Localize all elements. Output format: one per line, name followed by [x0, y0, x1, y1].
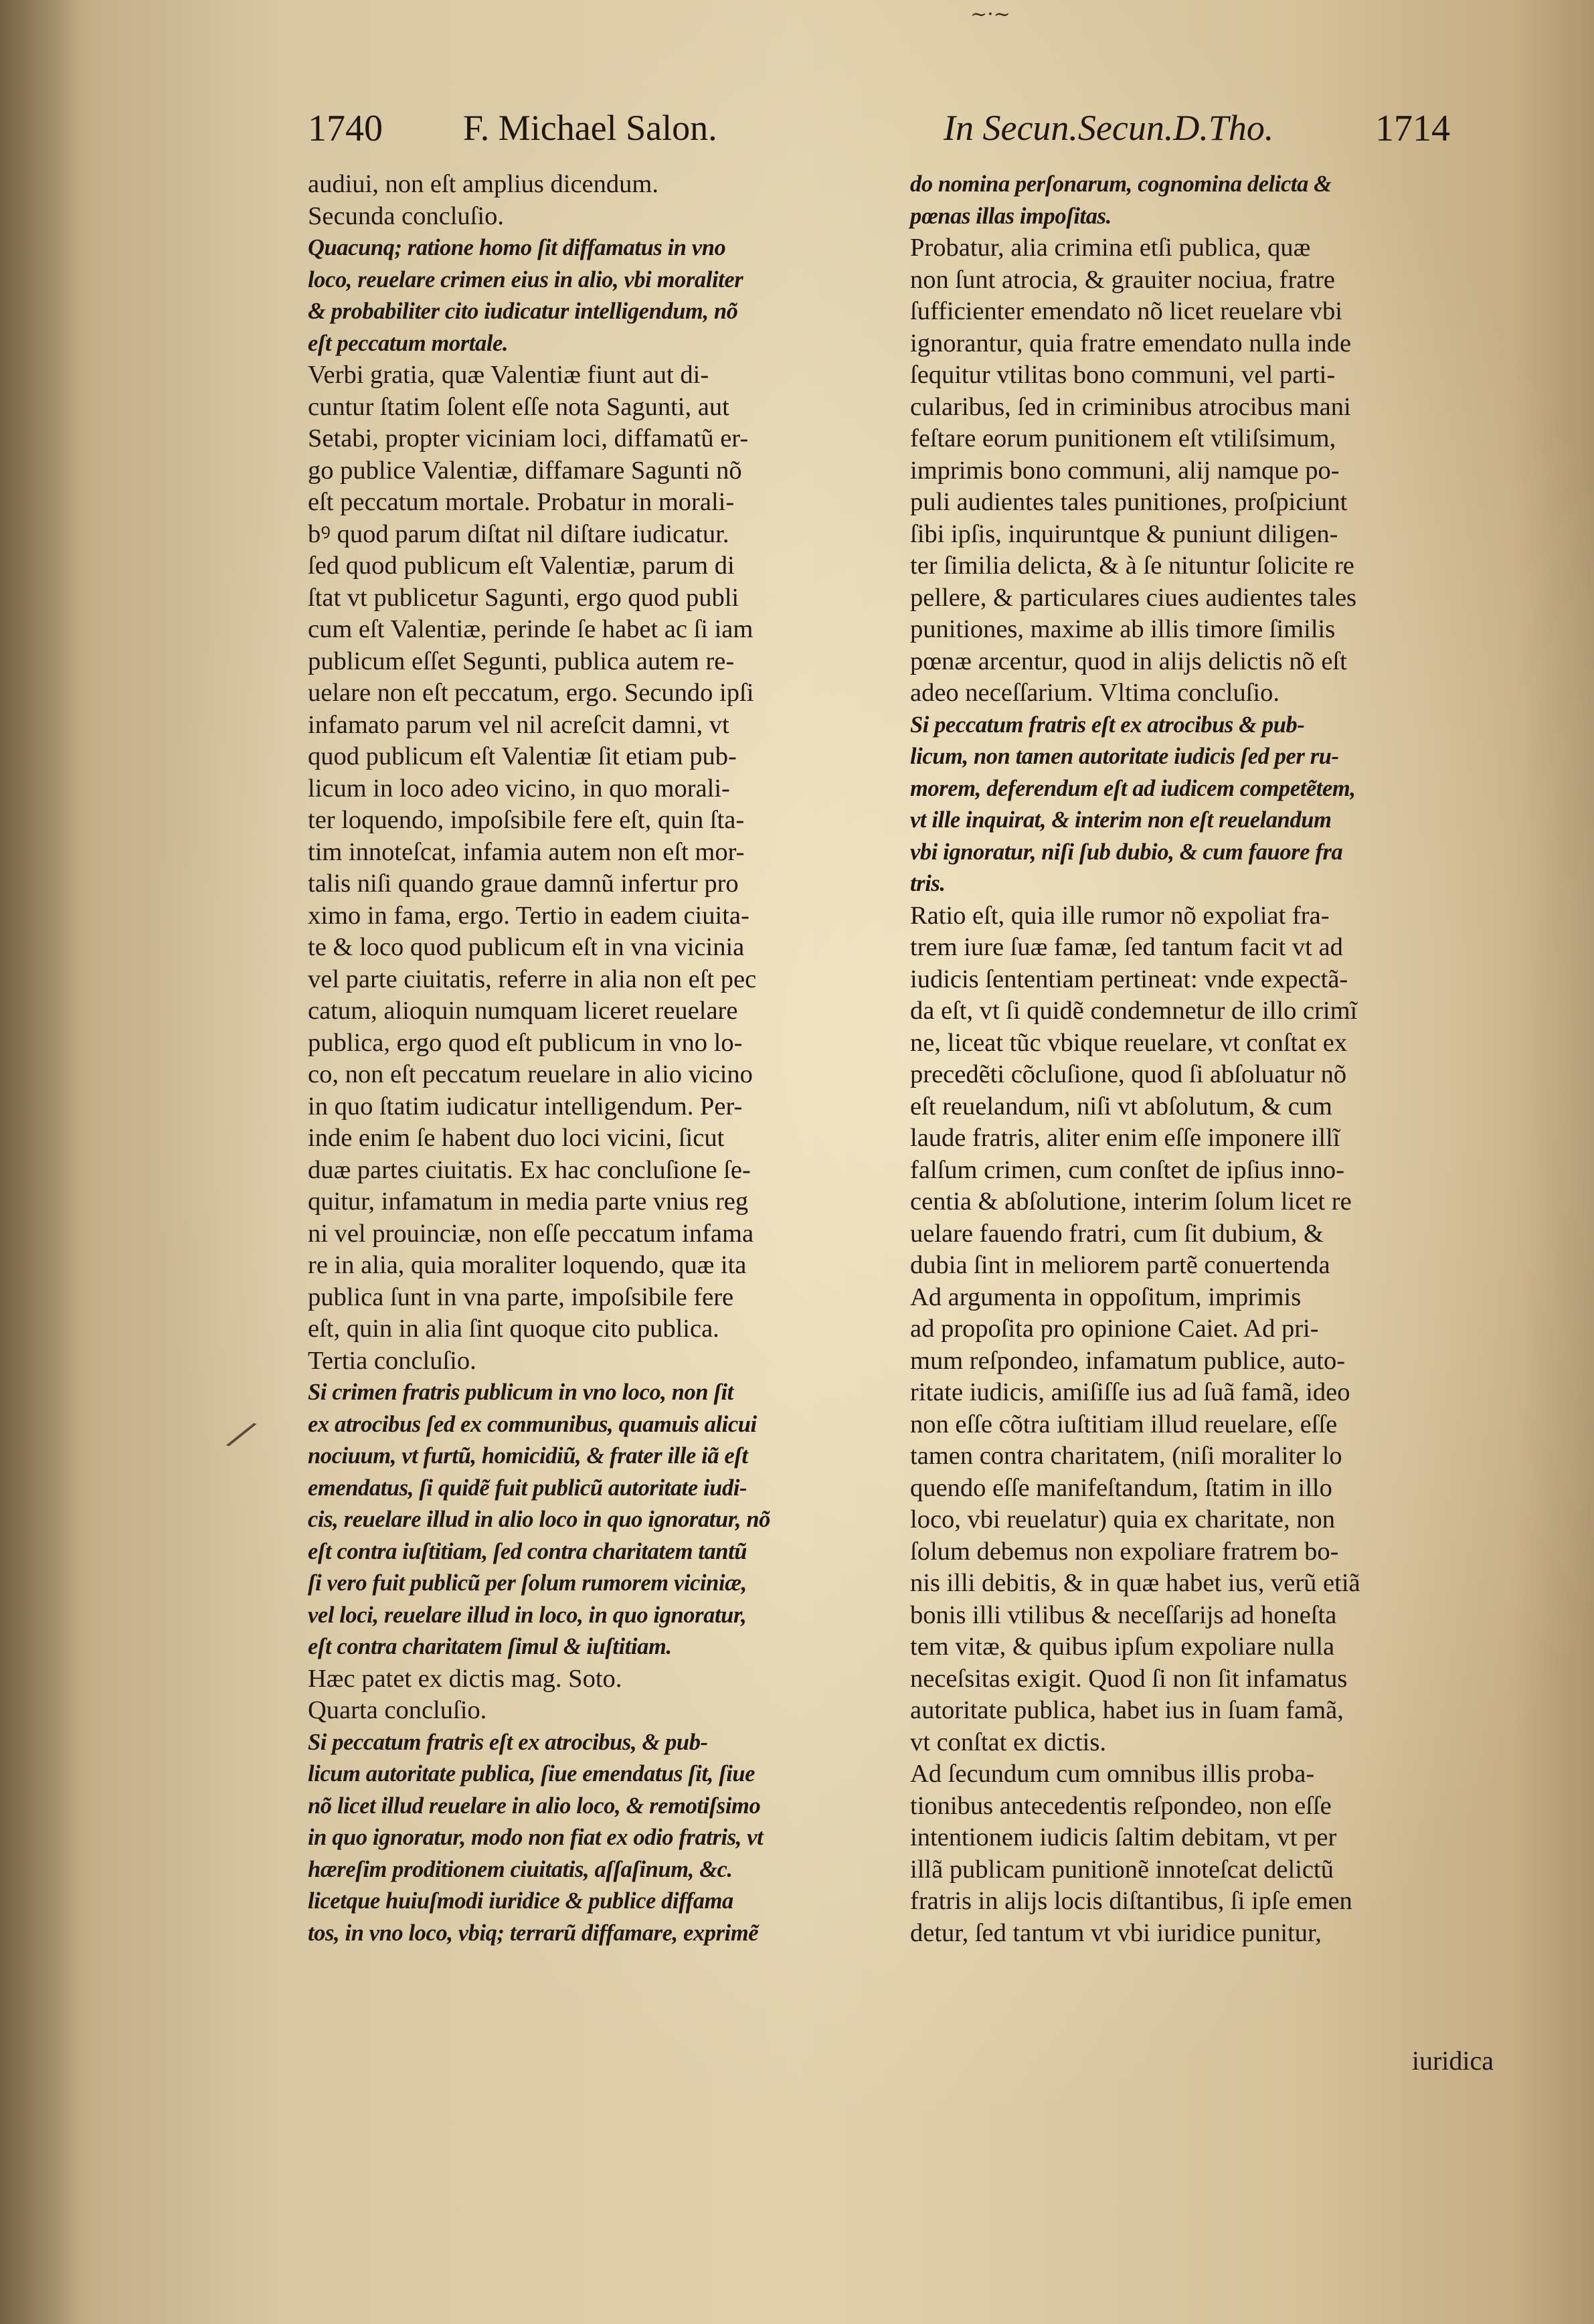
text-line: catum, alioquin numquam liceret reuelare	[308, 997, 738, 1025]
text-line: vbi ignoratur, niſi ſub dubio, & cum fauore fra	[910, 839, 1343, 865]
left-text-column	[308, 169, 890, 1949]
text-line: nis illi debitis, & in quæ habet ius, verũ etiã	[910, 1569, 1360, 1597]
left-page-number: 1740	[308, 108, 383, 149]
text-line: ſolum debemus non expoliare fratrem bo-	[910, 1537, 1339, 1566]
text-line: licetque huiuſmodi iuridice & publice diffama	[308, 1888, 733, 1914]
text-line: Quacunq; ratione homo ſit diffamatus in vno	[308, 235, 726, 260]
running-header	[308, 107, 1479, 161]
text-line: infamato parum vel nil acreſcit damni, vt	[308, 710, 729, 739]
text-line: uelare fauendo fratri, cum ſit dubium, &	[910, 1219, 1324, 1248]
text-line: duæ partes ciuitatis. Ex hac concluſione ſe-	[308, 1155, 751, 1184]
text-line: Si peccatum fratris eſt ex atrocibus, & pub-	[308, 1729, 708, 1755]
text-line: bonis illi vtilibus & neceſſarijs ad honeſta	[910, 1600, 1337, 1629]
text-line: centia & abſolutione, interim ſolum licet re	[910, 1187, 1352, 1216]
text-line: puli audientes tales punitiones, proſpiciunt	[910, 488, 1348, 516]
text-line: in quo ſtatim iudicatur intelligendum. Per-	[308, 1092, 743, 1120]
right-text-column	[910, 169, 1492, 1949]
text-line: tris.	[910, 871, 946, 896]
catchword: iuridica	[1411, 2046, 1494, 2076]
text-line: non ſunt atrocia, & grauiter nociua, fratre	[910, 265, 1335, 294]
text-line: eſt contra charitatem ſimul & iuſtitiam.	[308, 1634, 672, 1659]
text-line: imprimis bono communi, alij namque po-	[910, 456, 1340, 485]
text-line: Si peccatum fratris eſt ex atrocibus & pub-	[910, 712, 1305, 738]
text-line: co, non eſt peccatum reuelare in alio vicino	[308, 1060, 753, 1088]
top-mark: ~·~	[970, 3, 1010, 26]
text-line: tim innoteſcat, infamia autem non eſt mor-	[308, 837, 745, 866]
text-line: intentionem iudicis ſaltim debitam, vt per	[910, 1823, 1337, 1851]
text-line: autoritate publica, habet ius in ſuam famã,	[910, 1696, 1344, 1724]
text-line: nõ licet illud reuelare in alio loco, & remotiſsimo	[308, 1793, 761, 1819]
text-line: licum autoritate publica, ſiue emendatus ſit, ſiue	[308, 1761, 756, 1787]
text-line: ad propoſita pro opinione Caiet. Ad pri-	[910, 1315, 1319, 1343]
text-line: eſt reuelandum, niſi vt abſolutum, & cum	[910, 1092, 1332, 1120]
text-line: vt ille inquirat, & interim non eſt reuelandum	[910, 807, 1332, 833]
text-line: detur, ſed tantum vt vbi iuridice punitur,	[910, 1918, 1322, 1947]
text-line: ter ſimilia delicta, & à ſe nituntur ſolicite re	[910, 552, 1354, 580]
text-line: publica, ergo quod eſt publicum in vno lo-	[308, 1028, 743, 1057]
text-line: Probatur, alia crimina etſi publica, quæ	[910, 234, 1311, 262]
text-line: cum eſt Valentiæ, perinde ſe habet ac ſi iam	[308, 615, 754, 643]
text-line: re in alia, quia moraliter loquendo, quæ ita	[308, 1251, 747, 1279]
text-line: tem vitæ, & quibus ipſum expoliare nulla	[910, 1633, 1335, 1661]
text-line: vt conſtat ex dictis.	[910, 1728, 1106, 1756]
text-line: tamen contra charitatem, (niſi moraliter lo	[910, 1442, 1342, 1470]
text-line: tos, in vno loco, vbiq; terrarũ diffamare, exprimẽ	[308, 1920, 759, 1946]
text-line: & probabiliter cito iudicatur intelligendum, nõ	[308, 299, 738, 324]
text-line: loco, vbi reuelatur) quia ex charitate, non	[910, 1505, 1335, 1533]
text-line: talis niſi quando graue damnũ infertur pro	[308, 869, 739, 898]
text-line: morem, deferendum eſt ad iudicem competẽtem,	[910, 775, 1356, 801]
text-line: mum reſpondeo, infamatum publice, auto-	[910, 1346, 1346, 1375]
left-running-title: F. Michael Salon.	[463, 108, 717, 148]
text-line: pellere, & particulares ciues audientes tales	[910, 583, 1357, 612]
text-line: cularibus, ſed in criminibus atrocibus mani	[910, 392, 1351, 421]
text-line: non eſſe cõtra iuſtitiam illud reuelare, eſſe	[910, 1410, 1338, 1438]
spine-shadow	[0, 0, 80, 2324]
text-line: Secunda concluſio.	[308, 201, 504, 230]
text-line: ni vel prouinciæ, non eſſe peccatum infama	[308, 1219, 754, 1248]
text-line: te & loco quod publicum eſt in vna vicinia	[308, 933, 745, 961]
text-line: licum in loco adeo vicino, in quo morali-	[308, 774, 730, 803]
right-page-number: 1714	[1375, 108, 1450, 149]
text-line: Ad argumenta in oppoſitum, imprimis	[910, 1282, 1302, 1311]
text-line: do nomina perſonarum, cognomina delicta &	[910, 171, 1332, 197]
text-line: quitur, infamatum in media parte vnius reg	[308, 1187, 749, 1216]
text-line: ximo in fama, ergo. Tertio in eadem ciuita-	[308, 901, 749, 930]
text-line: in quo ignoratur, modo non fiat ex odio fratris, vt	[308, 1825, 764, 1850]
text-line: ſufficienter emendato nõ licet reuelare vbi	[910, 297, 1343, 325]
margin-mark: ⁄	[230, 1412, 252, 1459]
text-line: go publice Valentiæ, diffamare Sagunti nõ	[308, 456, 742, 485]
text-line: Si crimen fratris publicum in vno loco, non ſit	[308, 1380, 733, 1405]
text-line: trem iure ſuæ famæ, ſed tantum facit vt ad	[910, 933, 1343, 961]
text-line: loco, reuelare crimen eius in alio, vbi moraliter	[308, 266, 743, 293]
text-line: ne, liceat tũc vbique reuelare, vt conſtat ex	[910, 1028, 1348, 1057]
text-line: Quarta concluſio.	[308, 1696, 487, 1724]
text-line: illã publicam punitionẽ innoteſcat delictũ	[910, 1855, 1334, 1884]
text-line: neceſsitas exigit. Quod ſi non ſit infamatus	[910, 1664, 1348, 1693]
text-line: dubia ſint in meliorem partẽ conuertenda	[910, 1251, 1330, 1279]
text-line: ignorantur, quia fratre emendato nulla inde	[910, 329, 1352, 357]
text-line: feſtare eorum punitionem eſt vtiliſsimum,	[910, 424, 1336, 452]
text-line: precedẽti cõcluſione, quod ſi abſoluatur nõ	[910, 1060, 1347, 1088]
text-line: laude fratris, aliter enim eſſe imponere illĩ	[910, 1124, 1340, 1152]
text-line: eſt contra iuſtitiam, ſed contra charitatem tantũ	[308, 1538, 747, 1564]
text-line: tionibus antecedentis reſpondeo, non eſſe	[910, 1791, 1332, 1820]
text-line: vel parte ciuitatis, referre in alia non eſt pec	[308, 965, 757, 993]
text-line: iudicis ſententiam pertineat: vnde expectã-	[910, 965, 1348, 993]
text-line: licum, non tamen autoritate iudicis ſed per ru-	[910, 744, 1339, 769]
text-line: quod publicum eſt Valentiæ ſit etiam pub-	[308, 742, 737, 770]
text-line: vel loci, reuelare illud in loco, in quo ignoratur,	[308, 1602, 747, 1628]
text-line: cuntur ſtatim ſolent eſſe nota Sagunti, aut	[308, 392, 729, 421]
text-line: bꝰ quod parum diſtat nil diſtare iudicatur.	[308, 519, 729, 548]
text-line: falſum crimen, cum conſtet de ipſius inno-	[910, 1155, 1344, 1184]
text-line: ſtat vt publicetur Sagunti, ergo quod publi	[308, 583, 739, 612]
text-line: ex atrocibus ſed ex communibus, quamuis alicui	[308, 1411, 757, 1437]
text-line: fratris in alijs locis diſtantibus, ſi ipſe emen	[910, 1887, 1352, 1915]
text-line: publicum eſſet Segunti, publica autem re-	[308, 647, 735, 675]
text-line: nociuum, vt furtũ, homicidiũ, & frater ille iã eſt	[308, 1443, 748, 1469]
text-line: adeo neceſſarium. Vltima concluſio.	[910, 679, 1280, 707]
text-line: cis, reuelare illud in alio loco in quo ignoratur, nõ	[308, 1507, 770, 1532]
text-line: Ratio eſt, quia ille rumor nõ expoliat fra-	[910, 901, 1330, 930]
text-line: pœnas illas impoſitas.	[910, 203, 1112, 229]
text-line: Ad ſecundum cum omnibus illis proba-	[910, 1760, 1315, 1788]
text-line: uelare non eſt peccatum, ergo. Secundo ipſi	[308, 679, 754, 707]
right-running-title: In Secun.Secun.D.Tho.	[944, 108, 1274, 148]
text-line: emendatus, ſi quidẽ fuit publicũ autoritate iudi-	[308, 1475, 747, 1501]
text-line: inde enim ſe habent duo loci vicini, ſicut	[308, 1124, 725, 1152]
text-line: Verbi gratia, quæ Valentiæ fiunt aut di-	[308, 361, 709, 389]
text-line: eſt peccatum mortale.	[308, 330, 509, 356]
text-line: Hæc patet ex dictis mag. Soto.	[308, 1664, 622, 1693]
text-line: ritate iudicis, amiſiſſe ius ad ſuã famã, ideo	[910, 1378, 1350, 1406]
text-line: ter loquendo, impoſsibile fere eſt, quin ſta-	[308, 806, 745, 834]
text-line: pœnæ arcentur, quod in alijs delictis nõ eſt	[910, 647, 1347, 675]
text-line: publica ſunt in vna parte, impoſsibile fere	[308, 1282, 734, 1311]
text-line: hæreſim proditionem ciuitatis, aſſaſinum, &c.	[308, 1856, 733, 1882]
text-line: da eſt, vt ſi quidẽ condemnetur de illo crimĩ	[910, 997, 1358, 1025]
text-line: punitiones, maxime ab illis timore ſimilis	[910, 615, 1336, 643]
text-line: quendo eſſe manifeſtandum, ſtatim in illo	[910, 1473, 1332, 1502]
text-line: ſequitur vtilitas bono communi, vel parti-	[910, 361, 1336, 389]
text-line: ſed quod publicum eſt Valentiæ, parum di	[308, 552, 735, 580]
text-line: audiui, non eſt amplius dicendum.	[308, 170, 658, 198]
text-line: ſi vero fuit publicũ per ſolum rumorem viciniæ,	[308, 1570, 747, 1596]
text-line: ſibi ipſis, inquiruntque & puniunt diligen-	[910, 519, 1338, 548]
text-line: eſt, quin in alia ſint quoque cito publica.	[308, 1315, 719, 1343]
text-line: eſt peccatum mortale. Probatur in morali-	[308, 488, 735, 516]
text-line: Setabi, propter viciniam loci, diffamatũ er-	[308, 424, 749, 452]
text-line: Tertia concluſio.	[308, 1346, 476, 1375]
